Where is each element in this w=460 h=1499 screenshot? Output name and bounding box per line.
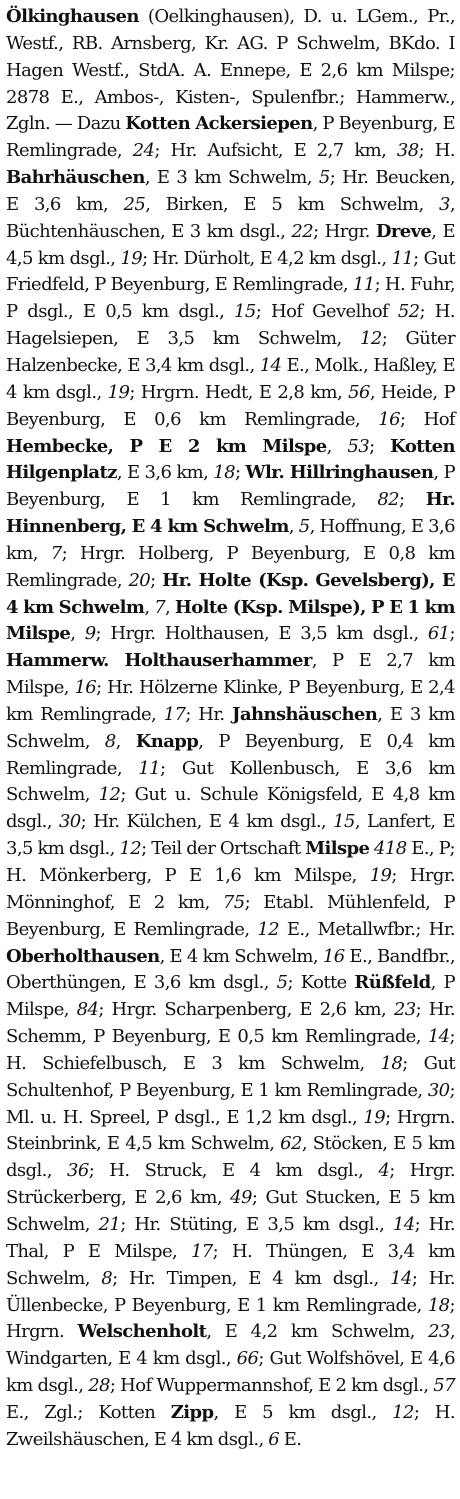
entry-population-count: 53 bbox=[347, 435, 370, 457]
entry-population-count: 30 bbox=[58, 811, 81, 833]
entry-place-name: Kotten Hilgenplatz bbox=[6, 435, 455, 484]
entry-text-segment: , E 4,2 km Schwelm, bbox=[206, 1321, 429, 1343]
entry-place-name: Rüßfeld bbox=[354, 972, 431, 994]
entry-text-segment: ; Ml. u. H. Spreel, P dsgl., E 1,2 km dsgl., bbox=[6, 1079, 455, 1128]
entry-population-count: 12 bbox=[257, 918, 280, 940]
entry-population-count: 38 bbox=[396, 140, 419, 162]
entry-text-segment: ; Hof Wuppermannshof, E 2 km dsgl., bbox=[109, 1375, 434, 1397]
entry-text-segment: ; H. Zweilshäuschen, E 4 km dsgl., bbox=[6, 1401, 455, 1450]
entry-text-segment: , P E 2,7 km Milspe, bbox=[6, 650, 456, 699]
entry-text-segment: ; Hr. Beucken, E 3,6 km, bbox=[6, 167, 455, 215]
entry-text-segment: ; Hrgrn. Steinbrink, E 4,5 km Schwelm, bbox=[6, 1106, 455, 1155]
entry-text-segment: ; Hr. Aufsicht, E 2,7 km, bbox=[154, 140, 397, 162]
entry-text-segment: , P Milspe, bbox=[6, 972, 455, 1021]
entry-text-segment: ; Hrgr. Holberg, P Beyenburg, E 0,8 km Remlingrade, bbox=[6, 542, 455, 591]
entry-text-segment: ; H. Struck, E 4 km dsgl., bbox=[88, 1160, 379, 1182]
entry-text-segment: ; Teil der Ortschaft bbox=[141, 838, 306, 860]
entry-population-count: 3 bbox=[439, 193, 450, 215]
entry-text-segment: ; Hr. Stüting, E 3,5 km dsgl., bbox=[120, 1213, 393, 1235]
entry-text-segment: ; Hof bbox=[399, 408, 455, 430]
entry-population-count: 36 bbox=[66, 1160, 89, 1182]
entry-population-count: 16 bbox=[378, 408, 400, 430]
entry-text-segment: , P Beyenburg, E Remlingrade, bbox=[6, 113, 455, 162]
entry-text-segment: E., Bandfbr., Oberthüngen, E 3,6 km dsgl., bbox=[6, 945, 455, 994]
entry-text-segment: , bbox=[144, 596, 155, 618]
entry-place-name: Hr. Holte (Ksp. Gevelsberg), E 4 km Schwelm bbox=[6, 569, 455, 618]
entry-place-name: Holte (Ksp. Milspe), P E 1 km Milspe bbox=[6, 596, 456, 645]
entry-population-count: 75 bbox=[222, 891, 245, 913]
entry-text-segment: ; H. Fuhr, P dsgl., E 0,5 km dsgl., bbox=[6, 274, 455, 323]
entry-text-segment: (Oelkinghausen), D. u. LGem., Pr., Westf., RB. Arnsberg, Kr. AG. P Schwelm, BKdo. I Hagen Westf., StdA. A. Ennepe, E 2,6 km Milspe; 2878 E., Ambos-, Kisten-, Spulenfbr.; Hammerw., Zgln. — Dazu bbox=[6, 6, 455, 135]
entry-population-count: 8 bbox=[101, 1267, 113, 1289]
entry-population-count: 5 bbox=[276, 972, 288, 994]
entry-place-name: Hr. Hinnenberg, E 4 km Schwelm bbox=[6, 489, 455, 538]
entry-text-segment: ; Hr. Külchen, E 4 km dsgl., bbox=[80, 811, 334, 833]
entry-population-count: 8 bbox=[104, 730, 116, 752]
entry-text-segment: , E 5 km dsgl., bbox=[213, 1401, 393, 1423]
gazetteer-entry-oelkinghausen bbox=[6, 4, 455, 1454]
entry-text-segment: ; Gut Wolfshövel, E 4,6 km dsgl., bbox=[6, 1348, 456, 1397]
entry-text-segment: ; Hrgr. Holthausen, E 3,5 km dsgl., bbox=[95, 623, 428, 645]
entry-text-segment: ; Hr. Dürholt, E 4,2 km dsgl., bbox=[142, 247, 392, 269]
entry-text-segment: , bbox=[288, 516, 299, 538]
entry-population-count: 21 bbox=[98, 1213, 121, 1235]
entry-place-name: Milspe bbox=[305, 838, 370, 860]
entry-place-name: Hembecke, P E 2 km Milspe bbox=[6, 435, 327, 457]
entry-place-name: Kotten Ackersiepen bbox=[125, 113, 313, 135]
entry-place-name: Zipp bbox=[170, 1401, 214, 1423]
entry-text-segment: , P Beyenburg, E 1 km Remlingrade, bbox=[6, 462, 455, 511]
entry-population-count: 18 bbox=[380, 1052, 403, 1074]
entry-population-count: 22 bbox=[291, 220, 314, 242]
entry-population-count: 5 bbox=[298, 516, 310, 538]
entry-text-segment: ; Hr. Hölzerne Klinke, P Beyenburg, E 2,4 km Remlingrade, bbox=[6, 677, 455, 725]
entry-population-count: 30 bbox=[427, 1079, 450, 1101]
entry-text-segment: ; Hrgr. Strückerberg, E 2,6 km, bbox=[6, 1160, 455, 1209]
entry-place-name: Wlr. Hillringhausen bbox=[245, 462, 434, 484]
entry-population-count: 19 bbox=[107, 381, 130, 403]
entry-population-count: 16 bbox=[74, 677, 97, 699]
entry-text-segment: ; Hr. Üllenbecke, P Beyenburg, E 1 km Remlingrade, bbox=[6, 1267, 455, 1316]
entry-population-count: 19 bbox=[369, 865, 392, 886]
entry-text-segment: , Hoffnung, E 3,6 km, bbox=[6, 516, 455, 564]
entry-population-count: 20 bbox=[128, 569, 151, 591]
entry-population-count: 19 bbox=[120, 247, 143, 269]
entry-text-segment: , E 3 km Schwelm, bbox=[144, 167, 319, 189]
entry-text-segment: , E 3,6 km, bbox=[116, 462, 214, 484]
entry-text-segment: E., Zgl.; Kotten bbox=[6, 1401, 171, 1423]
entry-text-segment: E., P; H. Mönkerberg, P E 1,6 km Milspe, bbox=[6, 838, 455, 886]
entry-text-segment: , E 4 km Schwelm, bbox=[159, 945, 323, 967]
entry-population-count: 9 bbox=[84, 623, 96, 645]
entry-text-segment: E., Metallwfbr.; Hr. bbox=[279, 918, 455, 940]
entry-text-segment: ; bbox=[234, 462, 246, 484]
entry-place-name: Dreve bbox=[375, 220, 432, 242]
entry-text-segment: ; Hr. Timpen, E 4 km dsgl., bbox=[112, 1267, 391, 1289]
entry-population-count: 57 bbox=[433, 1375, 455, 1397]
entry-text-segment: ; Hof Gevelhof bbox=[255, 301, 398, 323]
entry-text-segment: ; Güter Halzenbecke, E 3,4 km dsgl., bbox=[6, 328, 455, 376]
entry-population-count: 49 bbox=[230, 1187, 252, 1209]
entry-population-count: 11 bbox=[391, 247, 414, 269]
entry-text-segment: ; Etabl. Mühlenfeld, P Beyenburg, E Remlingrade, bbox=[6, 891, 455, 940]
entry-population-count: 12 bbox=[119, 838, 142, 860]
entry-text-segment: ; Hrgr. Mönninghof, E 2 km, bbox=[6, 865, 455, 913]
entry-population-count: 52 bbox=[397, 301, 420, 323]
entry-text-segment: , P Beyenburg, E 0,4 km Remlingrade, bbox=[6, 730, 455, 779]
entry-population-count: 17 bbox=[190, 1240, 213, 1262]
entry-text-segment: ; bbox=[150, 569, 163, 591]
entry-text-segment: , E 3 km Schwelm, bbox=[6, 703, 455, 752]
entry-text-segment: ; Hrgr. bbox=[313, 220, 376, 242]
entry-text-segment: ; Kotte bbox=[287, 972, 355, 994]
entry-population-count: 12 bbox=[392, 1401, 414, 1423]
entry-population-count: 4 bbox=[378, 1160, 390, 1182]
entry-population-count: 6 bbox=[268, 1428, 280, 1450]
entry-population-count: 16 bbox=[322, 945, 345, 967]
entry-text-segment: ; Hrgr. Scharpenberg, E 2,6 km, bbox=[98, 999, 394, 1021]
entry-population-count: 23 bbox=[393, 999, 416, 1021]
entry-population-count: 14 bbox=[427, 1026, 450, 1048]
entry-population-count: 82 bbox=[377, 489, 400, 511]
entry-population-count: 11 bbox=[138, 757, 161, 779]
entry-text-segment: , Stöcken, E 5 km dsgl., bbox=[6, 1133, 455, 1182]
entry-text-segment: ; H. bbox=[418, 140, 455, 162]
entry-population-count: 7 bbox=[154, 596, 166, 618]
entry-population-count: 14 bbox=[390, 1267, 412, 1289]
entry-place-name: Welschenholt bbox=[77, 1321, 207, 1343]
entry-population-count: 56 bbox=[348, 381, 370, 403]
entry-text-segment: ; Gut u. Schule Königsfeld, E 4,8 km dsgl., bbox=[6, 784, 455, 833]
entry-text-segment: , bbox=[70, 623, 85, 645]
entry-text-segment: ; bbox=[369, 435, 391, 457]
entry-population-count: 24 bbox=[132, 140, 155, 162]
entry-population-count: 84 bbox=[76, 999, 99, 1021]
entry-population-count: 18 bbox=[213, 462, 235, 484]
entry-population-count: 15 bbox=[234, 301, 256, 323]
entry-text-segment: ; H. Schiefelbusch, E 3 km Schwelm, bbox=[6, 1026, 455, 1074]
entry-text-segment: , bbox=[115, 730, 136, 752]
entry-text-segment: ; Gut Stucken, E 5 km Schwelm, bbox=[6, 1187, 455, 1235]
entry-text-segment: E., Molk., Haßley, E 4 km dsgl., bbox=[6, 354, 455, 403]
entry-place-name: Knapp bbox=[135, 730, 199, 752]
entry-text-segment: , bbox=[326, 435, 348, 457]
entry-population-count: 18 bbox=[427, 1294, 450, 1316]
entry-place-name: Hammerw. Holthauserhammer bbox=[6, 650, 312, 672]
entry-population-count: 7 bbox=[50, 542, 62, 564]
entry-text-segment: , Birken, E 5 km Schwelm, bbox=[145, 193, 440, 215]
entry-text-segment: E. bbox=[279, 1428, 302, 1450]
entry-place-name: Bahrhäuschen bbox=[6, 167, 145, 189]
entry-text-segment: , Windgarten, E 4 km dsgl., bbox=[6, 1321, 455, 1370]
entry-place-name: Ölkinghausen bbox=[6, 6, 139, 27]
entry-text-segment: ; Gut Friedfeld, P Beyenburg, E Remlingrade, bbox=[6, 247, 455, 296]
entry-population-count: 62 bbox=[280, 1133, 302, 1155]
entry-place-name: Jahnshäuschen bbox=[232, 703, 378, 725]
entry-population-count: 17 bbox=[163, 703, 186, 725]
entry-text-segment: ; Hr. Schemm, P Beyenburg, E 0,5 km Remlingrade, bbox=[6, 999, 455, 1048]
entry-population-count: 66 bbox=[236, 1348, 259, 1370]
entry-population-count: 11 bbox=[352, 274, 375, 296]
entry-text-segment: ; Hrgrn. Hedt, E 2,8 km, bbox=[129, 381, 349, 403]
entry-population-count: 15 bbox=[333, 811, 355, 833]
entry-text-segment: ; Gut Kollenbusch, E 3,6 km Schwelm, bbox=[6, 757, 455, 806]
entry-place-name: Oberholthausen bbox=[6, 945, 160, 967]
entry-text-segment: ; H. Hagelsiepen, E 3,5 km Schwelm, bbox=[6, 301, 455, 350]
entry-population-count: 61 bbox=[427, 623, 450, 645]
entry-text-segment: , Lanfert, E 3,5 km dsgl., bbox=[6, 811, 455, 860]
entry-population-count: 12 bbox=[98, 784, 121, 806]
entry-population-count: 23 bbox=[428, 1321, 450, 1343]
entry-text-segment: , Heide, P Beyenburg, E 0,6 km Remlingrade, bbox=[6, 381, 455, 430]
entry-text-segment: , Büchtenhäuschen, E 3 km dsgl., bbox=[6, 193, 455, 242]
entry-text-segment: ; Hrgrn. bbox=[6, 1294, 455, 1343]
entry-text-segment: ; H. Thüngen, E 3,4 km Schwelm, bbox=[6, 1240, 455, 1289]
entry-text-segment: , E 4,5 km dsgl., bbox=[6, 220, 455, 269]
entry-population-count: 5 bbox=[318, 167, 330, 189]
entry-population-count: 418 bbox=[374, 838, 407, 860]
entry-text-segment: ; Gut Schultenhof, P Beyenburg, E 1 km Remlingrade, bbox=[6, 1052, 455, 1101]
entry-text-segment: ; Hr. Thal, P E Milspe, bbox=[6, 1213, 455, 1262]
entry-text-segment: , bbox=[165, 596, 175, 618]
entry-population-count: 19 bbox=[363, 1106, 386, 1128]
entry-population-count: 12 bbox=[360, 328, 382, 350]
entry-text-segment: ; bbox=[399, 489, 426, 511]
entry-population-count: 25 bbox=[123, 193, 146, 215]
entry-population-count: 14 bbox=[392, 1213, 415, 1235]
entry-population-count: 28 bbox=[88, 1375, 110, 1397]
entry-population-count: 14 bbox=[259, 354, 282, 376]
entry-text-segment: ; bbox=[449, 623, 456, 645]
entry-text-segment: ; Hr. bbox=[185, 703, 233, 725]
